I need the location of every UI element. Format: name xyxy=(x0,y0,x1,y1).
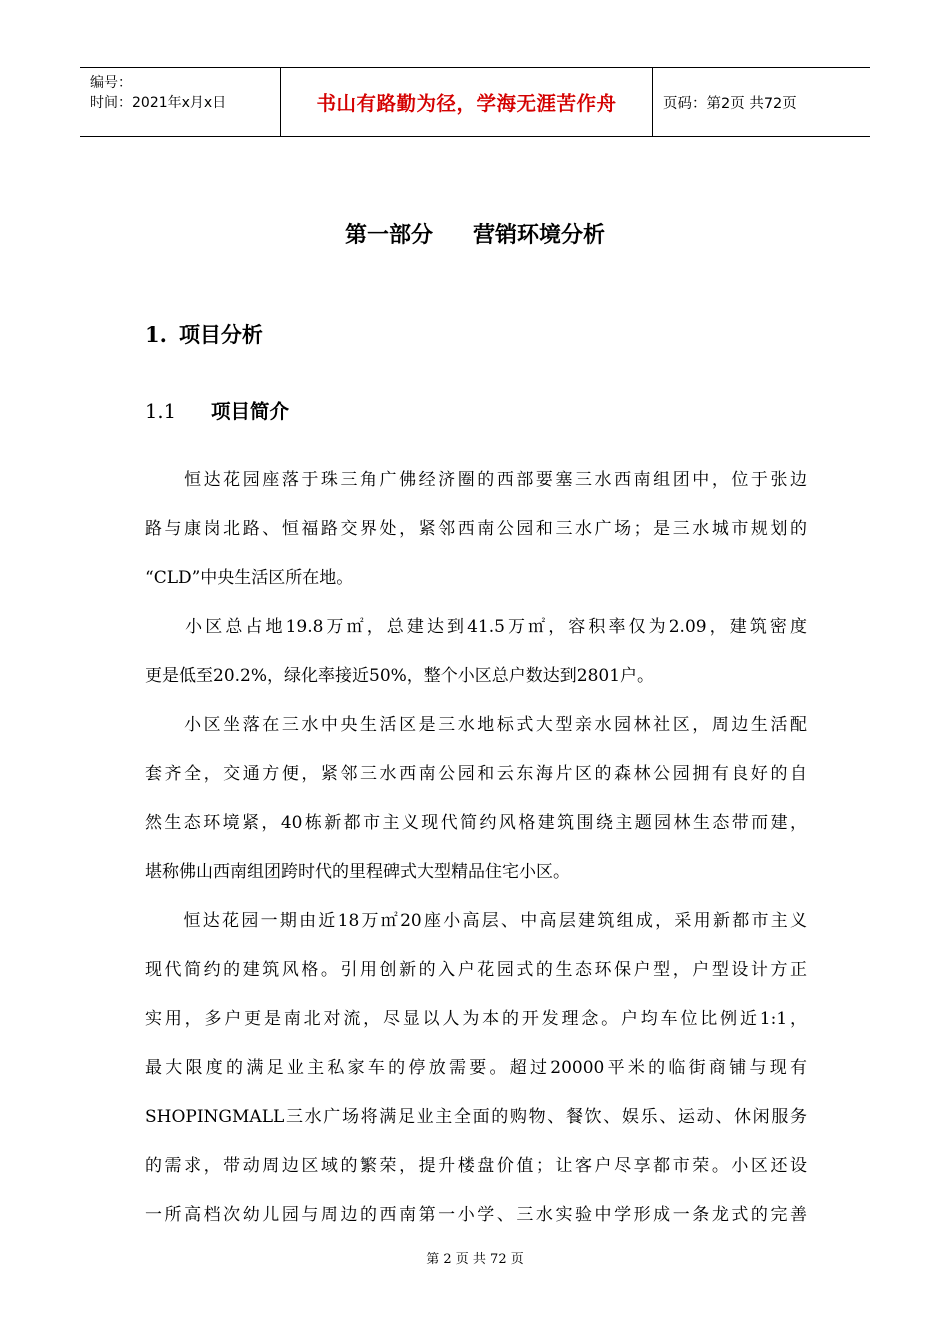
body-text xyxy=(145,456,807,1240)
text-line: 恒达花园座落于珠三角广佛经济圈的西部要塞三水西南组团中，位于张边 xyxy=(145,470,807,490)
text-line: 堪称佛山西南组团跨时代的里程碑式大型精品住宅小区。 xyxy=(145,862,570,882)
text-line: 一所高档次幼儿园与周边的西南第一小学、三水实验中学形成一条龙式的完善 xyxy=(145,1205,807,1225)
part-title xyxy=(0,218,950,249)
text-line: 路与康岗北路、恒福路交界处，紧邻西南公园和三水广场；是三水城市规划的 xyxy=(145,519,807,539)
text-line: “CLD”中央生活区所在地。 xyxy=(145,568,354,588)
header-page-info: 页码：第2页 共72页 xyxy=(663,95,797,112)
text-line: 现代简约的建筑风格。引用创新的入户花园式的生态环保户型，户型设计方正 xyxy=(145,960,807,980)
text-line: 小区总占地19.8万㎡，总建达到41.5万㎡，容积率仅为2.09，建筑密度 xyxy=(145,617,807,637)
subsection-number: 1.1 xyxy=(145,400,177,423)
time-label: 时间：2021年x月x日 xyxy=(90,95,227,111)
page-header xyxy=(80,67,870,137)
number-label: 编号： xyxy=(90,75,132,91)
text-line: 更是低至20.2%，绿化率接近50%，整个小区总户数达到2801户。 xyxy=(145,666,655,686)
subsection-title: 项目简介 xyxy=(211,400,290,423)
text-line: 套齐全，交通方便，紧邻三水西南公园和云东海片区的森林公园拥有良好的自 xyxy=(145,764,807,784)
text-line: 小区坐落在三水中央生活区是三水地标式大型亲水园林社区，周边生活配 xyxy=(145,715,807,735)
text-line: 的需求，带动周边区域的繁荣，提升楼盘价值；让客户尽享都市荣。小区还设 xyxy=(145,1156,807,1176)
section-number: 1. xyxy=(145,322,167,347)
part-title-number: 第一部分 xyxy=(344,223,433,248)
text-line: 恒达花园一期由近18万㎡20座小高层、中高层建筑组成，采用新都市主义 xyxy=(145,911,807,931)
part-title-text: 营销环境分析 xyxy=(473,223,606,248)
text-line: 实用，多户更是南北对流，尽显以人为本的开发理念。户均车位比例近1:1， xyxy=(145,1009,807,1029)
section-title: 项目分析 xyxy=(178,323,263,347)
text-line: 最大限度的满足业主私家车的停放需要。超过20000平米的临街商铺与现有 xyxy=(145,1058,807,1078)
header-motto: 书山有路勤为径，学海无涯苦作舟 xyxy=(281,68,653,136)
header-meta xyxy=(80,68,281,136)
section-heading-1 xyxy=(145,319,263,349)
text-line: SHOPINGMALL三水广场将满足业主全面的购物、餐饮、娱乐、运动、休闲服务 xyxy=(145,1107,807,1127)
section-heading-1-1 xyxy=(145,396,289,424)
text-line: 然生态环境紧，40栋新都市主义现代简约风格建筑围绕主题园林生态带而建， xyxy=(145,813,807,833)
page-footer: 第 2 页 共 72 页 xyxy=(426,1252,524,1267)
